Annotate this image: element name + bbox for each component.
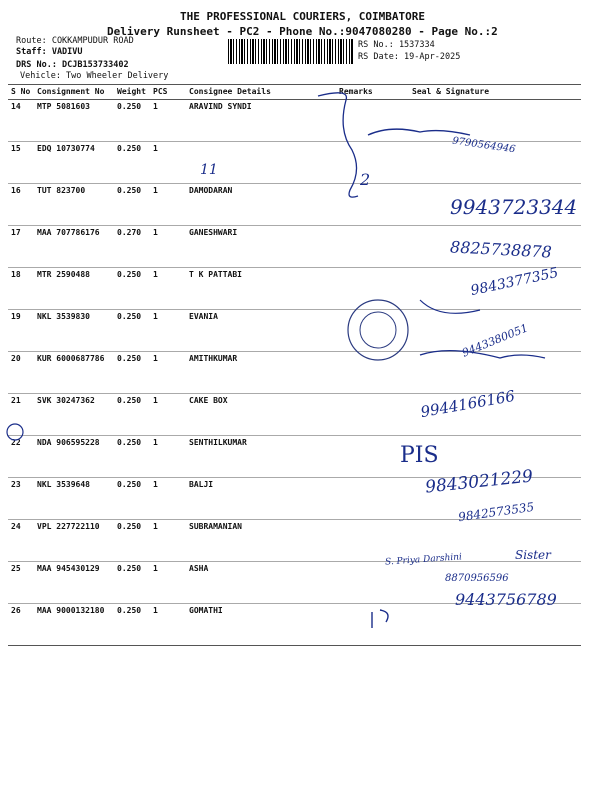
note-16: 11 xyxy=(200,162,218,178)
cell-weight: 0.250 xyxy=(114,100,150,142)
cell-consignment: KUR 6000687786 xyxy=(34,352,114,394)
cell-sno: 21 xyxy=(8,394,34,436)
cell-consignee: T K PATTABI xyxy=(186,268,336,310)
cell-consignee: SUBRAMANIAN xyxy=(186,520,336,562)
cell-consignee: GOMATHI xyxy=(186,604,336,646)
cell-pcs: 1 xyxy=(150,100,186,142)
cell-consignee: EVANIA xyxy=(186,310,336,352)
cell-consignment: MAA 9000132180 xyxy=(34,604,114,646)
signature-stroke-19 xyxy=(420,300,480,313)
cell-sno: 26 xyxy=(8,604,34,646)
cell-consignee: DAMODARAN xyxy=(186,184,336,226)
cell-pcs: 1 xyxy=(150,604,186,646)
cell-weight: 0.250 xyxy=(114,142,150,184)
cell-pcs: 1 xyxy=(150,520,186,562)
col-sno: S No xyxy=(8,85,34,100)
signature-stroke-14 xyxy=(368,129,470,135)
cell-consignment: MAA 707786176 xyxy=(34,226,114,268)
cell-consignee: ARAVIND SYNDI xyxy=(186,100,336,142)
rs-date: RS Date: 19-Apr-2025 xyxy=(358,52,461,62)
company-title: THE PROFESSIONAL COURIERS, COIMBATORE xyxy=(180,10,426,23)
sig-phone-20: 9443380051 xyxy=(460,321,530,360)
col-remarks: Remarks xyxy=(336,85,392,100)
sig-phone-26: 9443756789 xyxy=(455,590,557,609)
cell-sno: 19 xyxy=(8,310,34,352)
cell-pcs: 1 xyxy=(150,394,186,436)
cell-pcs: 1 xyxy=(150,436,186,478)
cell-consignment: NKL 3539830 xyxy=(34,310,114,352)
cell-sno: 18 xyxy=(8,268,34,310)
sig-phone-23: 9843021229 xyxy=(424,466,534,498)
cell-consignment: MAA 945430129 xyxy=(34,562,114,604)
cell-sno: 25 xyxy=(8,562,34,604)
cell-consignee: CAKE BOX xyxy=(186,394,336,436)
cell-sno: 15 xyxy=(8,142,34,184)
cell-consignee: ASHA xyxy=(186,562,336,604)
cell-consignment: NDA 906595228 xyxy=(34,436,114,478)
cell-weight: 0.250 xyxy=(114,604,150,646)
cell-sno: 23 xyxy=(8,478,34,520)
cell-weight: 0.250 xyxy=(114,310,150,352)
col-weight: Weight xyxy=(114,85,150,100)
sig-phone-24: 9842573535 xyxy=(457,499,535,525)
cell-weight: 0.250 xyxy=(114,436,150,478)
cell-weight: 0.270 xyxy=(114,226,150,268)
row-circle-mark xyxy=(7,424,23,440)
cell-consignment: VPL 227722110 xyxy=(34,520,114,562)
seal-stamp xyxy=(348,300,408,360)
cell-sno: 24 xyxy=(8,520,34,562)
cell-consignment: EDQ 10730774 xyxy=(34,142,114,184)
cell-weight: 0.250 xyxy=(114,520,150,562)
cell-sno: 20 xyxy=(8,352,34,394)
sig-phone-25: 8870956596 xyxy=(445,573,509,584)
cell-sno: 17 xyxy=(8,226,34,268)
signature-stroke-26 xyxy=(372,610,388,628)
col-signature: Seal & Signature xyxy=(392,85,581,100)
cell-consignment: SVK 30247362 xyxy=(34,394,114,436)
cell-weight: 0.250 xyxy=(114,352,150,394)
cell-consignee: AMITHKUMAR xyxy=(186,352,336,394)
cell-pcs: 1 xyxy=(150,268,186,310)
cell-sno: 16 xyxy=(8,184,34,226)
cell-consignment: MTP 5081603 xyxy=(34,100,114,142)
cell-sno: 14 xyxy=(8,100,34,142)
cell-pcs: 1 xyxy=(150,184,186,226)
sig-phone-18: 9843377355 xyxy=(469,264,560,300)
runsheet-subtitle: Delivery Runsheet - PC2 - Phone No.:9047080280 - Page No.:2 xyxy=(107,25,498,38)
drs-number: DRS No.: DCJB153733402 xyxy=(16,60,129,70)
col-consignee: Consignee Details xyxy=(186,85,336,100)
cell-pcs: 1 xyxy=(150,562,186,604)
cell-consignee: SENTHILKUMAR xyxy=(186,436,336,478)
route-label: Route: COKKAMPUDUR ROAD xyxy=(16,36,134,46)
sig-relation-25: Sister xyxy=(515,548,551,562)
sig-phone-21: 9944166166 xyxy=(419,386,517,422)
remarks-curve-stroke xyxy=(318,93,358,197)
cell-pcs: 1 xyxy=(150,478,186,520)
cell-weight: 0.250 xyxy=(114,268,150,310)
cell-consignment: TUT 823700 xyxy=(34,184,114,226)
cell-pcs: 1 xyxy=(150,310,186,352)
cell-weight: 0.250 xyxy=(114,394,150,436)
cell-pcs: 1 xyxy=(150,142,186,184)
staff-label: Staff: VADIVU xyxy=(16,47,83,57)
sig-text-22: PIS xyxy=(400,443,439,468)
cell-pcs: 1 xyxy=(150,352,186,394)
sig-phone-14: 9790564946 xyxy=(451,135,517,156)
remark-note-15: 2 xyxy=(360,170,371,189)
cell-weight: 0.250 xyxy=(114,562,150,604)
cell-consignee: BALJI xyxy=(186,478,336,520)
sig-phone-17: 8825738878 xyxy=(449,237,553,262)
cell-consignment: MTR 2590488 xyxy=(34,268,114,310)
cell-consignment: NKL 3539648 xyxy=(34,478,114,520)
cell-pcs: 1 xyxy=(150,226,186,268)
col-consignment: Consignment No xyxy=(34,85,114,100)
sig-name-25: S. Priya Darshini xyxy=(384,552,463,568)
cell-consignee: GANESHWARI xyxy=(186,226,336,268)
cell-weight: 0.250 xyxy=(114,184,150,226)
vehicle-label: Vehicle: Two Wheeler Delivery xyxy=(20,71,169,81)
cell-sno: 22 xyxy=(8,436,34,478)
sig-phone-16: 9943723344 xyxy=(450,195,578,219)
cell-weight: 0.250 xyxy=(114,478,150,520)
col-pcs: PCS xyxy=(150,85,186,100)
rs-number: RS No.: 1537334 xyxy=(358,40,435,50)
